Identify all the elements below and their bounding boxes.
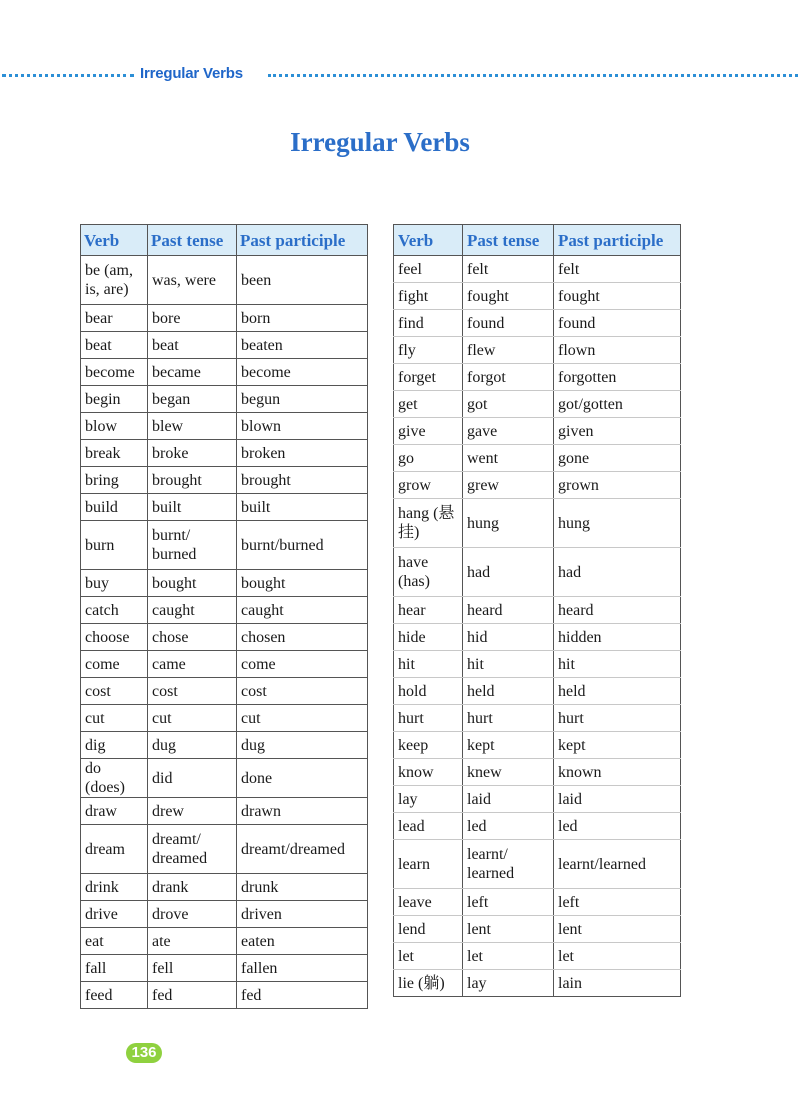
cell-past-tense: did [148, 759, 237, 798]
table-row [81, 825, 368, 874]
cell-past-tense: had [463, 548, 554, 597]
table-row [81, 521, 368, 570]
cell-past-participle: dreamt/dreamed [237, 825, 368, 874]
cell-past-tense: cost [148, 678, 237, 705]
cell-verb: draw [81, 798, 148, 825]
table-row [394, 678, 681, 705]
cell-past-participle: grown [554, 472, 681, 499]
cell-past-tense: got [463, 391, 554, 418]
cell-past-participle: laid [554, 786, 681, 813]
cell-past-tense: brought [148, 467, 237, 494]
cell-past-participle: felt [554, 256, 681, 283]
cell-past-participle: done [237, 759, 368, 798]
verbs-table-right-body [394, 256, 681, 997]
cell-past-tense: drove [148, 901, 237, 928]
cell-past-participle: born [237, 305, 368, 332]
cell-past-tense: hit [463, 651, 554, 678]
cell-verb: dig [81, 732, 148, 759]
cell-past-tense: forgot [463, 364, 554, 391]
table-row [81, 413, 368, 440]
column-header-past-tense: Past tense [148, 225, 237, 256]
cell-verb: bring [81, 467, 148, 494]
cell-past-participle: fought [554, 283, 681, 310]
cell-verb: begin [81, 386, 148, 413]
table-row [394, 499, 681, 548]
cell-verb: keep [394, 732, 463, 759]
cell-past-tense: hung [463, 499, 554, 548]
cell-past-tense: bore [148, 305, 237, 332]
table-row [394, 651, 681, 678]
cell-past-tense: cut [148, 705, 237, 732]
cell-past-tense: drew [148, 798, 237, 825]
table-row [394, 970, 681, 997]
cell-past-participle: burnt/burned [237, 521, 368, 570]
cell-past-participle: gone [554, 445, 681, 472]
table-row [394, 624, 681, 651]
verbs-table-left-body [81, 256, 368, 1009]
cell-past-tense: led [463, 813, 554, 840]
cell-past-tense: drank [148, 874, 237, 901]
table-row [394, 840, 681, 889]
cell-past-participle: forgotten [554, 364, 681, 391]
page-number-badge: 136 [126, 1043, 162, 1063]
cell-verb: burn [81, 521, 148, 570]
table-row [81, 305, 368, 332]
cell-past-tense: hurt [463, 705, 554, 732]
header-dotted-rule-right [268, 74, 798, 77]
cell-past-participle: kept [554, 732, 681, 759]
cell-verb: cost [81, 678, 148, 705]
table-row [81, 597, 368, 624]
cell-past-tense: chose [148, 624, 237, 651]
table-row [394, 732, 681, 759]
cell-past-participle: let [554, 943, 681, 970]
cell-verb: hide [394, 624, 463, 651]
cell-verb: lie (躺) [394, 970, 463, 997]
cell-past-tense: dreamt/ dreamed [148, 825, 237, 874]
cell-past-participle: bought [237, 570, 368, 597]
cell-verb: let [394, 943, 463, 970]
cell-verb: lead [394, 813, 463, 840]
table-row [394, 943, 681, 970]
table-row [81, 359, 368, 386]
cell-verb: choose [81, 624, 148, 651]
cell-past-tense: ate [148, 928, 237, 955]
cell-verb: buy [81, 570, 148, 597]
cell-verb: know [394, 759, 463, 786]
header-title: Irregular Verbs [140, 65, 243, 82]
cell-past-participle: fallen [237, 955, 368, 982]
cell-past-tense: held [463, 678, 554, 705]
table-row [81, 901, 368, 928]
cell-past-tense: knew [463, 759, 554, 786]
table-row [394, 759, 681, 786]
cell-past-participle: got/gotten [554, 391, 681, 418]
cell-past-participle: drawn [237, 798, 368, 825]
cell-past-participle: found [554, 310, 681, 337]
cell-verb: hold [394, 678, 463, 705]
cell-verb: lay [394, 786, 463, 813]
cell-past-participle: lent [554, 916, 681, 943]
table-row [394, 786, 681, 813]
cell-verb: beat [81, 332, 148, 359]
table-row [81, 467, 368, 494]
cell-past-participle: hung [554, 499, 681, 548]
cell-verb: hear [394, 597, 463, 624]
cell-verb: drive [81, 901, 148, 928]
table-row [81, 256, 368, 305]
cell-past-participle: given [554, 418, 681, 445]
cell-verb: be (am, is, are) [81, 256, 148, 305]
cell-verb: hurt [394, 705, 463, 732]
cell-verb: find [394, 310, 463, 337]
page-title: Irregular Verbs [290, 127, 470, 157]
table-row [394, 391, 681, 418]
table-row [81, 928, 368, 955]
table-header-row [81, 225, 368, 256]
cell-verb: fall [81, 955, 148, 982]
cell-past-participle: broken [237, 440, 368, 467]
cell-past-participle: built [237, 494, 368, 521]
table-row [81, 705, 368, 732]
cell-past-participle: caught [237, 597, 368, 624]
cell-past-tense: learnt/ learned [463, 840, 554, 889]
header-dotted-rule-left [2, 74, 134, 77]
cell-verb: fly [394, 337, 463, 364]
table-row [81, 651, 368, 678]
table-row [394, 445, 681, 472]
column-header-past-tense: Past tense [463, 225, 554, 256]
cell-past-participle: begun [237, 386, 368, 413]
table-row [81, 386, 368, 413]
cell-past-participle: cut [237, 705, 368, 732]
table-row [81, 732, 368, 759]
cell-past-participle: come [237, 651, 368, 678]
column-header-past-participle: Past participle [237, 225, 368, 256]
cell-past-tense: was, were [148, 256, 237, 305]
cell-past-tense: bought [148, 570, 237, 597]
cell-past-participle: brought [237, 467, 368, 494]
table-row [81, 332, 368, 359]
cell-past-participle: learnt/learned [554, 840, 681, 889]
verbs-table-left [80, 224, 368, 1009]
table-row [81, 494, 368, 521]
cell-past-tense: went [463, 445, 554, 472]
column-header-verb: Verb [394, 225, 463, 256]
cell-past-tense: lay [463, 970, 554, 997]
cell-past-tense: fell [148, 955, 237, 982]
table-row [394, 705, 681, 732]
cell-past-participle: driven [237, 901, 368, 928]
cell-past-tense: felt [463, 256, 554, 283]
cell-past-participle: fed [237, 982, 368, 1009]
table-row [81, 759, 368, 798]
cell-past-tense: gave [463, 418, 554, 445]
column-header-verb: Verb [81, 225, 148, 256]
cell-past-participle: eaten [237, 928, 368, 955]
table-row [394, 472, 681, 499]
cell-verb: learn [394, 840, 463, 889]
cell-past-tense: blew [148, 413, 237, 440]
cell-past-participle: dug [237, 732, 368, 759]
cell-past-tense: let [463, 943, 554, 970]
cell-past-participle: hurt [554, 705, 681, 732]
table-header-row [394, 225, 681, 256]
cell-past-participle: chosen [237, 624, 368, 651]
cell-verb: dream [81, 825, 148, 874]
cell-verb: bear [81, 305, 148, 332]
cell-past-tense: found [463, 310, 554, 337]
cell-past-participle: blown [237, 413, 368, 440]
table-row [394, 310, 681, 337]
cell-past-tense: built [148, 494, 237, 521]
table-row [394, 916, 681, 943]
table-row [81, 624, 368, 651]
cell-verb: have (has) [394, 548, 463, 597]
cell-past-tense: fought [463, 283, 554, 310]
table-row [81, 570, 368, 597]
cell-past-tense: laid [463, 786, 554, 813]
cell-past-participle: flown [554, 337, 681, 364]
cell-past-tense: left [463, 889, 554, 916]
cell-verb: hit [394, 651, 463, 678]
cell-verb: give [394, 418, 463, 445]
cell-verb: go [394, 445, 463, 472]
cell-past-participle: lain [554, 970, 681, 997]
table-row [81, 798, 368, 825]
cell-past-tense: broke [148, 440, 237, 467]
table-row [394, 337, 681, 364]
cell-past-participle: been [237, 256, 368, 305]
cell-verb: fight [394, 283, 463, 310]
table-row [81, 678, 368, 705]
table-row [394, 813, 681, 840]
cell-past-tense: became [148, 359, 237, 386]
cell-verb: grow [394, 472, 463, 499]
table-row [394, 548, 681, 597]
table-row [394, 283, 681, 310]
cell-past-participle: heard [554, 597, 681, 624]
cell-past-participle: hit [554, 651, 681, 678]
cell-past-tense: grew [463, 472, 554, 499]
cell-past-participle: become [237, 359, 368, 386]
table-row [81, 982, 368, 1009]
table-row [81, 440, 368, 467]
cell-verb: feel [394, 256, 463, 283]
cell-verb: build [81, 494, 148, 521]
table-row [394, 597, 681, 624]
cell-past-tense: began [148, 386, 237, 413]
cell-verb: get [394, 391, 463, 418]
table-row [394, 256, 681, 283]
cell-past-tense: kept [463, 732, 554, 759]
cell-past-participle: hidden [554, 624, 681, 651]
running-header [0, 64, 800, 86]
table-row [394, 364, 681, 391]
cell-verb: blow [81, 413, 148, 440]
cell-past-tense: dug [148, 732, 237, 759]
cell-past-participle: beaten [237, 332, 368, 359]
table-row [394, 889, 681, 916]
cell-past-tense: hid [463, 624, 554, 651]
cell-verb: leave [394, 889, 463, 916]
cell-past-tense: heard [463, 597, 554, 624]
cell-verb: drink [81, 874, 148, 901]
cell-verb: eat [81, 928, 148, 955]
cell-past-tense: beat [148, 332, 237, 359]
table-row [394, 418, 681, 445]
cell-past-tense: lent [463, 916, 554, 943]
cell-past-participle: known [554, 759, 681, 786]
cell-verb: lend [394, 916, 463, 943]
cell-verb: forget [394, 364, 463, 391]
cell-past-participle: drunk [237, 874, 368, 901]
cell-past-participle: led [554, 813, 681, 840]
column-header-past-participle: Past participle [554, 225, 681, 256]
cell-past-participle: left [554, 889, 681, 916]
cell-past-participle: had [554, 548, 681, 597]
verbs-table-right [393, 224, 681, 997]
cell-verb: catch [81, 597, 148, 624]
cell-verb: hang (悬挂) [394, 499, 463, 548]
cell-verb: feed [81, 982, 148, 1009]
cell-verb: become [81, 359, 148, 386]
cell-verb: come [81, 651, 148, 678]
cell-past-tense: burnt/ burned [148, 521, 237, 570]
cell-past-tense: flew [463, 337, 554, 364]
cell-verb: break [81, 440, 148, 467]
cell-past-tense: fed [148, 982, 237, 1009]
cell-past-participle: cost [237, 678, 368, 705]
cell-past-tense: caught [148, 597, 237, 624]
cell-past-participle: held [554, 678, 681, 705]
table-row [81, 955, 368, 982]
cell-verb: do (does) [81, 759, 148, 798]
cell-past-tense: came [148, 651, 237, 678]
cell-verb: cut [81, 705, 148, 732]
table-row [81, 874, 368, 901]
